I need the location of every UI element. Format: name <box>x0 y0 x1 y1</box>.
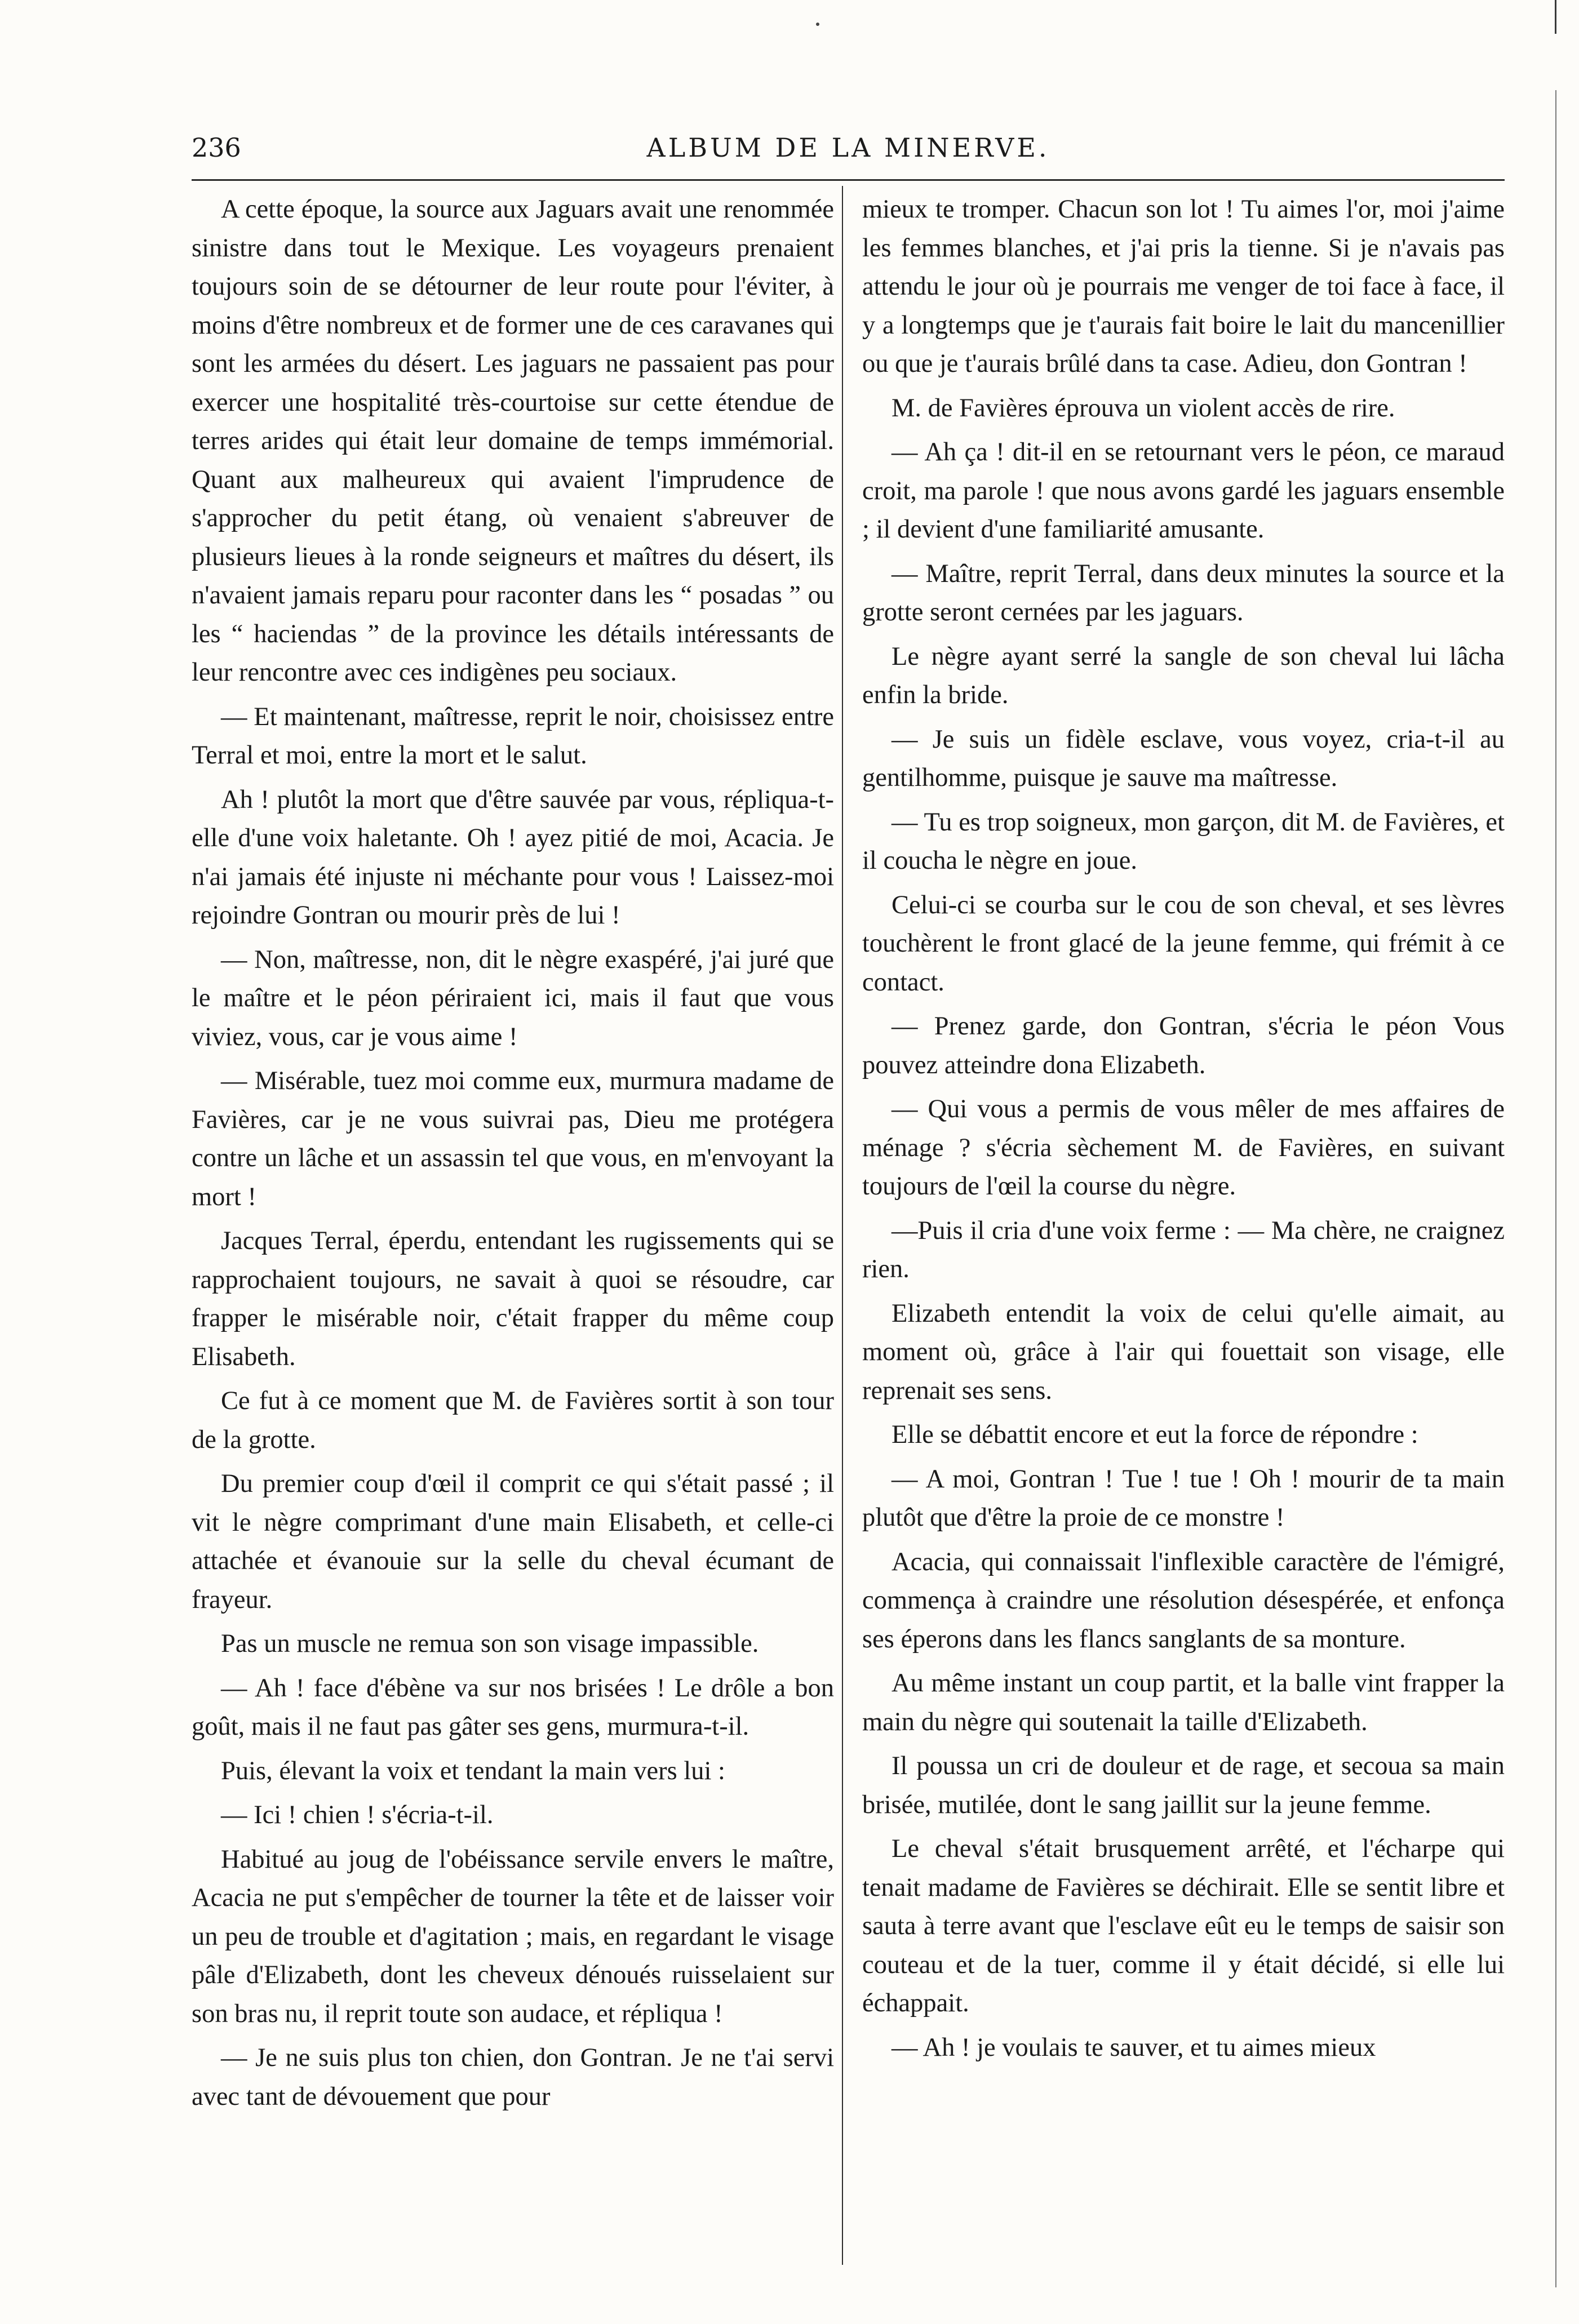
paragraph: Puis, élevant la voix et tendant la main vers lui : <box>221 1756 725 1785</box>
paragraph: — Misérable, tuez moi comme eux, murmura madame de Favières, car je ne vous suivrai pas, Dieu me protégera contre un lâche et un assassin tel que vous, en m'envoyant la mort ! <box>192 1067 834 1211</box>
paragraph: Habitué au joug de l'obéissance servile envers le maître, Acacia ne put s'empêcher de tourner la tête et de laisser voir un peu de trouble et d'agitation ; mais, en regardant le visage pâle d'Elizabeth, dont les cheveux dénoués ruisselaient sur son bras nu, il reprit toute son audace, et répliqua ! <box>192 1845 834 2028</box>
paragraph: A cette époque, la source aux Jaguars avait une renommée sinistre dans tout le Mexique. Les voyageurs prenaient toujours soin de se détourner de leur route pour l'éviter, à moins d'être nombreux et de former une de ces caravanes qui sont les armées du désert. Les jaguars ne passaient pas pour exercer une hospitalité très-courtoise sur cette étendue de terres arides qui était leur domaine de temps immémorial. Quant aux malheureux qui avaient l'imprudence de s'approcher du petit étang, où venaient s'abreuver de plusieurs lieues à la ronde seigneurs et maîtres du désert, ils n'avaient jamais reparu pour raconter dans les “ posadas ” ou les “ haciendas ” de la province les détails intéressants de leur rencontre avec ces indigènes peu sociaux. <box>192 195 834 687</box>
page-header <box>192 125 1505 170</box>
paragraph: Du premier coup d'œil il comprit ce qui s'était passé ; il vit le nègre comprimant d'une main Elisabeth, et celle-ci attachée et évanouie sur la selle du cheval écumant de frayeur. <box>192 1469 834 1614</box>
paragraph: Au même instant un coup partit, et la balle vint frapper la main du nègre qui soutenait la taille d'Elizabeth. <box>862 1669 1505 1736</box>
header-rule <box>192 179 1505 181</box>
paragraph: M. de Favières éprouva un violent accès de rire. <box>891 393 1395 423</box>
paragraph: — Qui vous a permis de vous mêler de mes affaires de ménage ? s'écria sèchement M. de Favières, en suivant toujours de l'œil la course du nègre. <box>862 1095 1505 1201</box>
paragraph: — Maître, reprit Terral, dans deux minutes la source et la grotte seront cernées par les jaguars. <box>862 559 1505 626</box>
running-title: ALBUM DE LA MINERVE. <box>646 132 1050 163</box>
paragraph: Elizabeth entendit la voix de celui qu'elle aimait, au moment où, grâce à l'air qui fouettait son visage, elle reprenait ses sens. <box>862 1299 1505 1405</box>
paragraph: — A moi, Gontran ! Tue ! tue ! Oh ! mourir de ta main plutôt que d'être la proie de ce monstre ! <box>862 1464 1505 1532</box>
paragraph: — Ah ! face d'ébène va sur nos brisées ! Le drôle a bon goût, mais il ne faut pas gâter ses gens, murmura-t-il. <box>192 1673 834 1741</box>
paragraph: — Ici ! chien ! s'écria-t-il. <box>221 1801 494 1829</box>
paragraph: Il poussa un cri de douleur et de rage, et secoua sa main brisée, mutilée, dont le sang jaillit sur la jeune femme. <box>862 1752 1505 1819</box>
page-edge-mark <box>1555 0 1556 34</box>
paragraph: Pas un muscle ne remua son son visage impassible. <box>221 1629 759 1658</box>
print-speck <box>816 23 819 26</box>
paragraph: — Non, maîtresse, non, dit le nègre exaspéré, j'ai juré que le maître et le péon périraient ici, mais il faut que vous viviez, vous, car je vous aime ! <box>192 945 834 1051</box>
paragraph: — Ah ! je voulais te sauver, et tu aimes mieux <box>891 2033 1376 2062</box>
paragraph: Le cheval s'était brusquement arrêté, et l'écharpe qui tenait madame de Favières se déchirait. Elle se sentit libre et sauta à terre avant que l'esclave eût eu le temps de saisir son couteau et de la tuer, comme il y était décidé, si elle lui échappait. <box>862 1834 1505 2018</box>
paragraph: — Tu es trop soigneux, mon garçon, dit M. de Favières, et il coucha le nègre en joue. <box>862 807 1505 875</box>
paragraph: Le nègre ayant serré la sangle de son cheval lui lâcha enfin la bride. <box>862 642 1505 709</box>
paragraph: Ce fut à ce moment que M. de Favières sortit à son tour de la grotte. <box>192 1387 834 1454</box>
paragraph: Jacques Terral, éperdu, entendant les rugissements qui se rapprochaient toujours, ne savait à quoi se résoudre, car frapper le misérable noir, c'était frapper du même coup Elisabeth. <box>192 1227 834 1371</box>
paragraph: Celui-ci se courba sur le cou de son cheval, et ses lèvres touchèrent le front glacé de la jeune femme, qui frémit à ce contact. <box>862 890 1505 997</box>
right-column <box>862 190 1505 2264</box>
page-edge-line <box>1555 90 1556 2287</box>
paragraph: — Je ne suis plus ton chien, don Gontran. Je ne t'ai servi avec tant de dévouement que pour <box>192 2043 834 2111</box>
page-number: 236 <box>192 132 241 163</box>
column-divider <box>842 186 843 2265</box>
paragraph: Acacia, qui connaissait l'inflexible caractère de l'émigré, commença à craindre une résolution désespérée, et enfonça ses éperons dans les flancs sanglants de sa monture. <box>862 1547 1505 1654</box>
paragraph: Elle se débattit encore et eut la force de répondre : <box>891 1420 1418 1449</box>
paragraph: — Je suis un fidèle esclave, vous voyez, cria-t-il au gentilhomme, puisque je sauve ma maîtresse. <box>862 725 1505 792</box>
paragraph: mieux te tromper. Chacun son lot ! Tu aimes l'or, moi j'aime les femmes blanches, et j'ai pris la tienne. Si je n'avais pas attendu le jour où je pourrais me venger de toi face à face, il y a longtemps que je t'aurais fait boire le lait du mancenillier ou que je t'aurais brûlé dans ta case. Adieu, don Gontran ! <box>862 195 1505 378</box>
paragraph: — Et maintenant, maîtresse, reprit le noir, choisissez entre Terral et moi, entre la mort et le salut. <box>192 702 834 770</box>
paragraph: — Ah ça ! dit-il en se retournant vers le péon, ce maraud croit, ma parole ! que nous avons gardé les jaguars ensemble ; il devient d'une familiarité amusante. <box>862 438 1505 544</box>
paragraph: —Puis il cria d'une voix ferme : — Ma chère, ne craignez rien. <box>862 1216 1505 1283</box>
paragraph: — Prenez garde, don Gontran, s'écria le péon Vous pouvez atteindre dona Elizabeth. <box>862 1012 1505 1079</box>
paragraph: Ah ! plutôt la mort que d'être sauvée par vous, répliqua-t-elle d'une voix haletante. Oh ! ayez pitié de moi, Acacia. Je n'ai jamais été injuste ni méchante pour vous ! Laissez-moi rejoindre Gontran ou mourir près de lui ! <box>192 785 834 930</box>
left-column <box>192 190 834 2264</box>
